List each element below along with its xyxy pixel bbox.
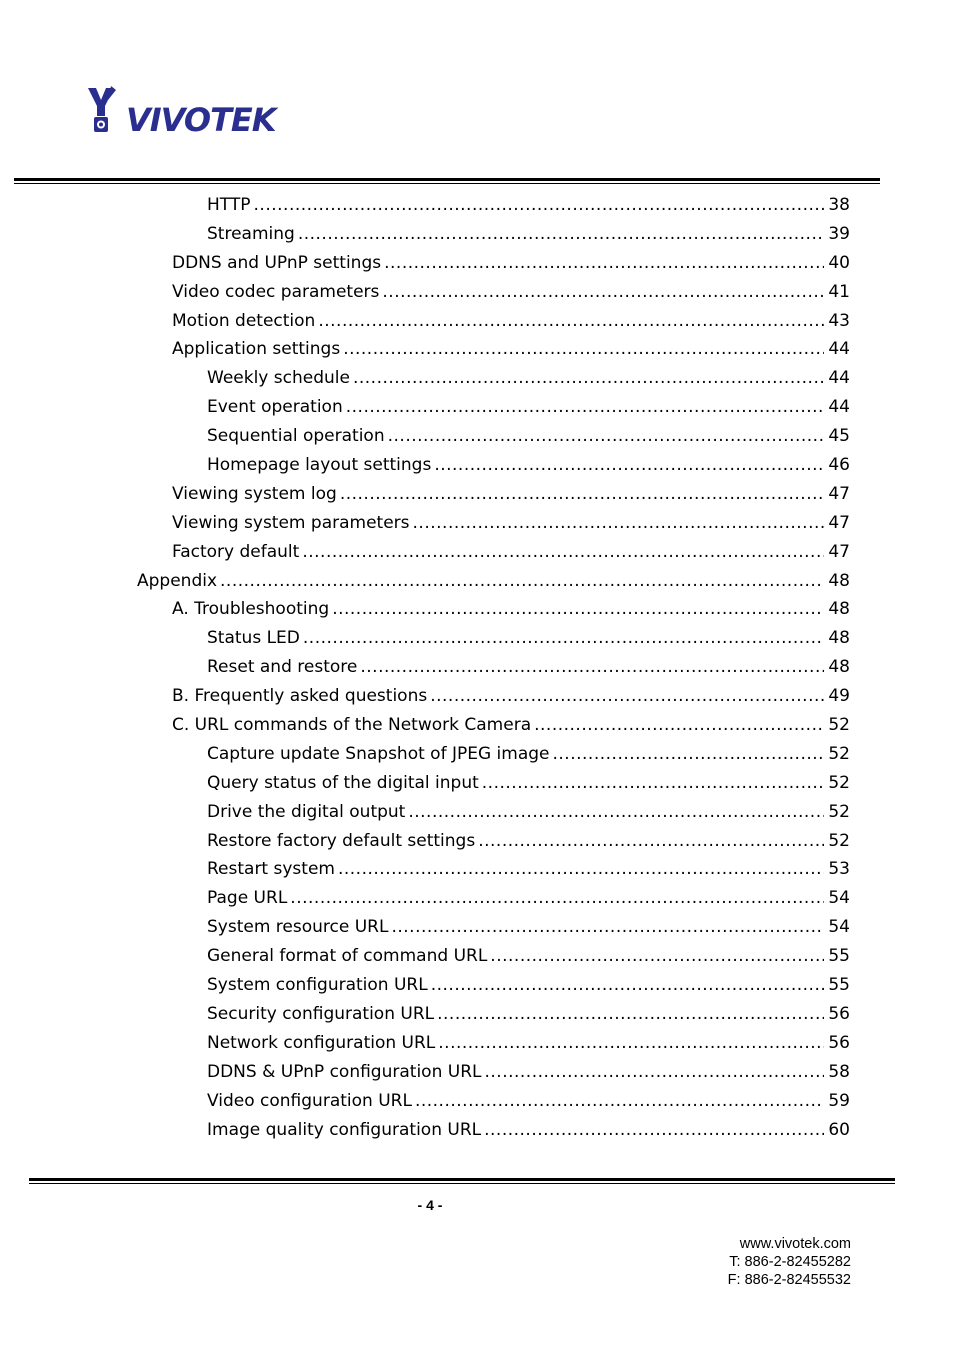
dot-leader xyxy=(438,1029,824,1058)
toc-entry[interactable] xyxy=(0,480,954,509)
dot-leader xyxy=(388,422,824,451)
dot-leader xyxy=(484,1058,824,1087)
toc-entry-title: Query status of the digital input xyxy=(207,772,479,793)
dot-leader xyxy=(360,653,824,682)
dot-leader xyxy=(353,364,824,393)
toc-entry[interactable] xyxy=(0,1058,954,1087)
toc-entry-page: 55 xyxy=(828,946,850,967)
toc-entry[interactable] xyxy=(0,624,954,653)
dot-leader xyxy=(346,393,824,422)
toc-entry-title: Viewing system log xyxy=(172,483,337,504)
dot-leader xyxy=(437,1000,824,1029)
toc-entry-page: 60 xyxy=(828,1119,850,1140)
toc-entry-page: 52 xyxy=(828,830,850,851)
toc-entry-title: Viewing system parameters xyxy=(172,512,410,533)
toc-entry-title: Video configuration URL xyxy=(207,1090,412,1111)
toc-entry-page: 58 xyxy=(828,1061,850,1082)
toc-entry[interactable] xyxy=(0,595,954,624)
toc-entry-page: 52 xyxy=(828,743,850,764)
toc-entry-page: 45 xyxy=(828,426,850,447)
toc-entry-page: 40 xyxy=(828,252,850,273)
toc-entry-title: Image quality configuration URL xyxy=(207,1119,482,1140)
toc-entry[interactable] xyxy=(0,682,954,711)
toc-entry-title: A. Troubleshooting xyxy=(172,599,330,620)
toc-entry-page: 56 xyxy=(828,1032,850,1053)
toc-entry-title: Drive the digital output xyxy=(207,801,406,822)
toc-entry[interactable] xyxy=(0,1000,954,1029)
dot-leader xyxy=(302,538,824,567)
toc-entry-page: 52 xyxy=(828,801,850,822)
toc-entry[interactable] xyxy=(0,1029,954,1058)
dot-leader xyxy=(298,220,824,249)
toc-entry-page: 56 xyxy=(828,1003,850,1024)
toc-entry-page: 52 xyxy=(828,715,850,736)
toc-entry-page: 44 xyxy=(828,368,850,389)
toc-entry-title: Homepage layout settings xyxy=(207,455,432,476)
phone-number: T: 886-2-82455282 xyxy=(729,1254,851,1270)
dot-leader xyxy=(382,278,824,307)
page-number: - 4 - xyxy=(417,1197,443,1213)
toc-entry[interactable] xyxy=(0,364,954,393)
toc-entry-page: 48 xyxy=(828,657,850,678)
dot-leader xyxy=(254,191,824,220)
toc-entry-title: B. Frequently asked questions xyxy=(172,686,428,707)
dot-leader xyxy=(482,769,824,798)
dot-leader xyxy=(415,1087,824,1116)
dot-leader xyxy=(220,567,824,596)
toc-entry-page: 54 xyxy=(828,917,850,938)
toc-entry-title: C. URL commands of the Network Camera xyxy=(172,715,532,736)
toc-entry-page: 48 xyxy=(828,570,850,591)
dot-leader xyxy=(391,913,824,942)
dot-leader xyxy=(413,509,824,538)
toc-entry[interactable] xyxy=(0,653,954,682)
toc-entry-title: Capture update Snapshot of JPEG image xyxy=(207,743,550,764)
toc-entry-page: 54 xyxy=(828,888,850,909)
toc-entry-title: DDNS & UPnP configuration URL xyxy=(207,1061,482,1082)
vivotek-logo-mark xyxy=(86,86,296,136)
dot-leader xyxy=(340,480,824,509)
dot-leader xyxy=(343,335,824,364)
dot-leader xyxy=(478,827,824,856)
toc-entry-page: 59 xyxy=(828,1090,850,1111)
toc-entry-page: 38 xyxy=(828,195,850,215)
toc-entry[interactable] xyxy=(0,393,954,422)
toc-entry-page: 39 xyxy=(828,223,850,244)
table-of-contents xyxy=(0,191,954,1144)
toc-entry[interactable] xyxy=(0,1116,954,1145)
toc-entry-title: General format of command URL xyxy=(207,946,488,967)
toc-entry-title: Streaming xyxy=(207,223,295,244)
toc-entry-page: 49 xyxy=(828,686,850,707)
toc-entry-page: 47 xyxy=(828,541,850,562)
toc-entry[interactable] xyxy=(0,249,954,278)
toc-entry-page: 53 xyxy=(828,859,850,880)
toc-entry[interactable] xyxy=(0,855,954,884)
toc-entry[interactable] xyxy=(0,711,954,740)
toc-entry-title: Sequential operation xyxy=(207,426,385,447)
dot-leader xyxy=(303,624,824,653)
toc-entry[interactable] xyxy=(0,740,954,769)
toc-entry-page: 44 xyxy=(828,397,850,418)
toc-entry-title: Weekly schedule xyxy=(207,368,350,389)
toc-entry[interactable] xyxy=(0,220,954,249)
toc-entry[interactable] xyxy=(0,567,954,596)
toc-entry-page: 48 xyxy=(828,599,850,620)
website-link[interactable]: www.vivotek.com xyxy=(739,1236,851,1252)
toc-entry-title: Factory default xyxy=(172,541,300,562)
toc-entry-page: 46 xyxy=(828,455,850,476)
dot-leader xyxy=(490,942,824,971)
dot-leader xyxy=(338,855,824,884)
toc-entry[interactable] xyxy=(0,913,954,942)
toc-entry[interactable] xyxy=(0,307,954,336)
dot-leader xyxy=(332,595,824,624)
toc-entry-title: Status LED xyxy=(207,628,300,649)
dot-leader xyxy=(431,971,824,1000)
toc-entry[interactable] xyxy=(0,769,954,798)
toc-entry[interactable] xyxy=(0,278,954,307)
vivotek-logo xyxy=(86,86,296,136)
header-rule xyxy=(14,178,880,184)
toc-entry-title: Appendix xyxy=(137,570,218,591)
toc-entry-title: Security configuration URL xyxy=(207,1003,435,1024)
toc-entry[interactable] xyxy=(0,335,954,364)
logo-wordmark: VIVOTEK xyxy=(126,101,276,136)
contact-info xyxy=(728,1235,851,1289)
toc-entry-page: 47 xyxy=(828,483,850,504)
toc-entry-title: System configuration URL xyxy=(207,975,428,996)
dot-leader xyxy=(553,740,825,769)
toc-entry[interactable] xyxy=(0,509,954,538)
toc-entry[interactable] xyxy=(0,827,954,856)
toc-entry-title: Restore factory default settings xyxy=(207,830,476,851)
toc-entry[interactable] xyxy=(0,942,954,971)
toc-entry-page: 52 xyxy=(828,772,850,793)
toc-entry-title: Application settings xyxy=(172,339,341,360)
toc-entry-page: 44 xyxy=(828,339,850,360)
toc-entry[interactable] xyxy=(0,1087,954,1116)
dot-leader xyxy=(384,249,824,278)
dot-leader xyxy=(534,711,824,740)
toc-entry-title: Event operation xyxy=(207,397,343,418)
dot-leader xyxy=(290,884,824,913)
dot-leader xyxy=(484,1116,824,1145)
toc-entry-title: System resource URL xyxy=(207,917,389,938)
dot-leader xyxy=(430,682,824,711)
toc-entry-page: 48 xyxy=(828,628,850,649)
footer-rule xyxy=(29,1178,895,1184)
toc-entry-title: Network configuration URL xyxy=(207,1032,436,1053)
fax-number: F: 886-2-82455532 xyxy=(727,1272,851,1288)
toc-entry-page: 55 xyxy=(828,975,850,996)
toc-entry-title: HTTP xyxy=(207,195,251,215)
toc-entry[interactable] xyxy=(0,451,954,480)
toc-entry-title: DDNS and UPnP settings xyxy=(172,252,382,273)
toc-entry-page: 43 xyxy=(828,310,850,331)
toc-entry-title: Page URL xyxy=(207,888,288,909)
toc-entry-title: Reset and restore xyxy=(207,657,358,678)
toc-entry[interactable] xyxy=(0,538,954,567)
toc-entry[interactable] xyxy=(0,884,954,913)
toc-entry[interactable] xyxy=(0,191,954,220)
dot-leader xyxy=(408,798,824,827)
toc-entry[interactable] xyxy=(0,422,954,451)
toc-entry-title: Video codec parameters xyxy=(172,281,380,302)
toc-entry-title: Motion detection xyxy=(172,310,316,331)
toc-entry-page: 47 xyxy=(828,512,850,533)
dot-leader xyxy=(318,307,824,336)
toc-entry[interactable] xyxy=(0,798,954,827)
dot-leader xyxy=(434,451,824,480)
toc-entry-title: Restart system xyxy=(207,859,335,880)
toc-entry-page: 41 xyxy=(828,281,850,302)
toc-entry[interactable] xyxy=(0,971,954,1000)
